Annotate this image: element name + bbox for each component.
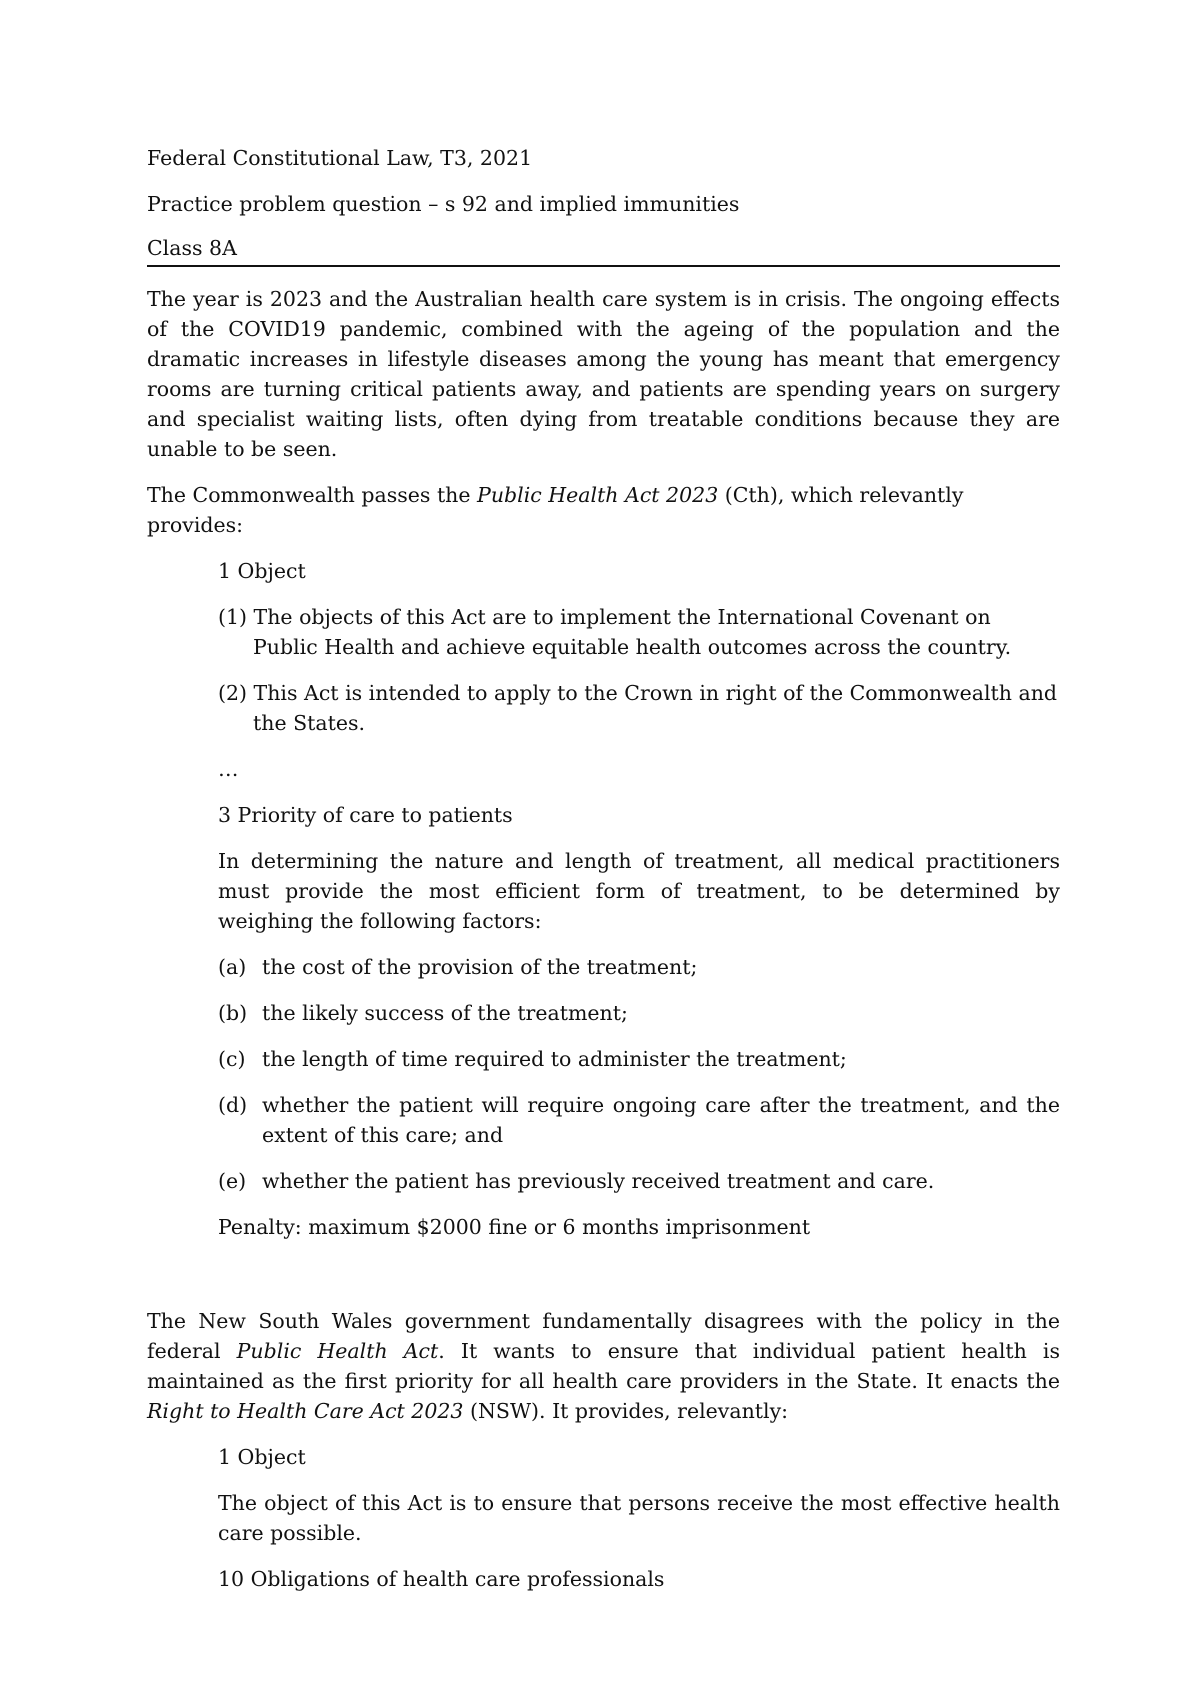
factor-marker: (d) (218, 1093, 248, 1117)
factor-item (218, 1090, 1060, 1150)
intro-paragraph: The year is 2023 and the Australian health care system is in crisis. The ongoing effects of the COVID19 pandemic, combined with the ageing of the population and the dramatic increases in lifestyle diseases among the young has meant that emergency rooms are turning critical patients away, and patients are spending years on surgery and specialist waiting lists, often dying from treatable conditions because they are unable to be seen. (147, 287, 1060, 461)
nsw-section1-text: The object of this Act is to ensure that persons receive the most effective health care possible. (218, 1491, 1060, 1545)
factor-marker: (c) (218, 1047, 246, 1071)
cth-act-intro-tail: (Cth), which relevantly provides: (147, 483, 964, 537)
cth-section1-item: (1) The objects of this Act are to implement the International Covenant on Public Health and achieve equitable health outcomes across the country. (218, 605, 1012, 659)
nsw-section1-heading: 1 Object (218, 1445, 306, 1469)
cth-section3-text: In determining the nature and length of treatment, all medical practitioners must provide the most efficient form of treatment, to be determined by weighing the following factors: (218, 849, 1060, 933)
course-title: Federal Constitutional Law, T3, 2021 (147, 146, 533, 170)
cth-act-intro (147, 480, 1060, 540)
cth-section1-heading: 1 Object (218, 559, 306, 583)
factor-marker: (b) (218, 1001, 248, 1025)
nsw-intro-start: The New South Wales government fundamentally disagrees with the policy in the federal (147, 1309, 1060, 1363)
factor-text: the cost of the provision of the treatment; (262, 955, 698, 979)
factor-text: whether the patient will require ongoing care after the treatment, and the extent of this care; and (262, 1093, 1060, 1147)
cth-act-reference: Public Health Act (236, 1339, 439, 1363)
cth-section1-item: (2) This Act is intended to apply to the Crown in right of the Commonwealth and the States. (218, 681, 1058, 735)
cth-ellipsis: … (218, 757, 239, 781)
factor-text: the length of time required to administer the treatment; (262, 1047, 847, 1071)
cth-act-name: Public Health Act 2023 (477, 483, 719, 507)
nsw-intro-end: (NSW). It provides, relevantly: (463, 1399, 789, 1423)
document-body (147, 143, 1060, 1594)
factor-item (218, 998, 1060, 1028)
cth-section3-heading: 3 Priority of care to patients (218, 803, 513, 827)
cth-act-intro-lead: The Commonwealth passes the (147, 483, 478, 507)
nsw-section10-heading: 10 Obligations of health care professionals (218, 1567, 665, 1591)
penalty-text: Penalty: maximum $2000 fine or 6 months imprisonment (218, 1215, 811, 1239)
document-subtitle: Practice problem question – s 92 and implied immunities (147, 192, 740, 216)
factor-item (218, 1044, 1060, 1074)
nsw-intro-paragraph (147, 1306, 1060, 1426)
factor-item (218, 952, 1060, 982)
nsw-intro-middle: . It wants to ensure that individual patient health is maintained as the first priority for all health care providers in the State. It enacts the (147, 1339, 1061, 1393)
class-label: Class 8A (147, 233, 1060, 267)
factor-text: the likely success of the treatment; (262, 1001, 628, 1025)
factor-text: whether the patient has previously received treatment and care. (262, 1169, 935, 1193)
factor-marker: (a) (218, 955, 247, 979)
factor-item (218, 1166, 1060, 1196)
factor-marker: (e) (218, 1169, 247, 1193)
nsw-act-name: Right to Health Care Act 2023 (147, 1399, 464, 1423)
